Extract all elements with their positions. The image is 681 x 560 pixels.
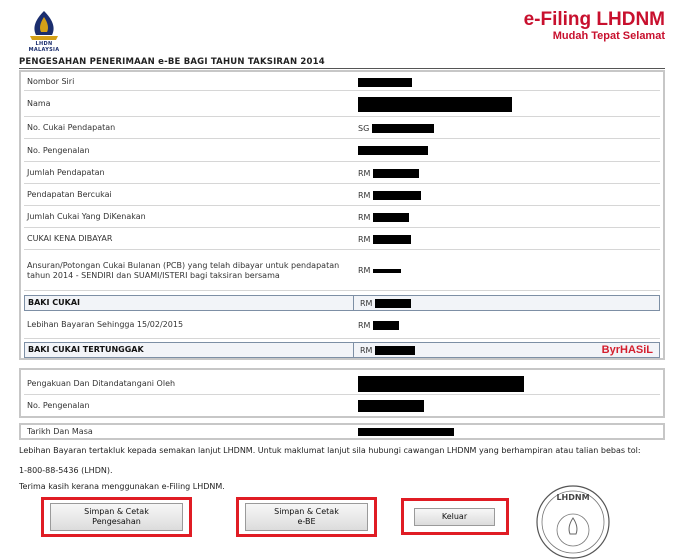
row-id-number: [24, 140, 660, 162]
redaction: [358, 376, 524, 392]
row-tax-payable: [24, 229, 660, 250]
logo-text: LHDN MALAYSIA: [28, 41, 60, 53]
currency-prefix: RM: [360, 298, 373, 308]
signed-by-label: Pengakuan Dan Ditandatangani Oleh: [27, 378, 176, 388]
row-signed-by: [24, 373, 660, 395]
redaction: [373, 321, 399, 330]
currency-prefix: RM: [360, 345, 373, 355]
brand-subtitle: Mudah Tepat Selamat: [552, 30, 665, 42]
signature-panel: [19, 368, 665, 418]
currency-prefix: RM: [358, 234, 371, 244]
signed-by-value: [352, 373, 660, 394]
tax-charged-value: [352, 207, 660, 227]
currency-prefix: RM: [358, 168, 371, 178]
id-number-value: [352, 140, 660, 161]
outstanding-balance-value: [353, 343, 659, 357]
redaction: [358, 428, 454, 436]
datetime-panel: [19, 423, 665, 440]
header: [0, 0, 681, 56]
total-income-value: [352, 163, 660, 183]
row-datetime: [24, 425, 660, 438]
exit-button[interactable]: [414, 508, 495, 526]
serial-number-value: [352, 74, 660, 90]
row-chargeable-income: [24, 185, 660, 206]
print-ebe-label-2: e-BE: [297, 517, 316, 526]
row-name: [24, 92, 660, 117]
signer-id-value: [352, 396, 660, 415]
print-confirmation-label-2: Pengesahan: [92, 517, 141, 526]
datetime-value: [352, 425, 660, 438]
chargeable-income-value: [352, 185, 660, 205]
overpayment-note: Lebihan Bayaran tertakluk kepada semakan lanjut LHDNM. Untuk maklumat lanjut sila hubungi cawangan LHDNM yang berhampiran atau talian bebas tol:: [19, 446, 641, 455]
row-tax-number: [24, 118, 660, 139]
byrhasil-link[interactable]: ByrHASiL: [601, 344, 653, 356]
redaction: [358, 78, 412, 87]
print-ebe-label-1: Simpan & Cetak: [274, 507, 339, 516]
name-label: Nama: [27, 99, 51, 108]
signer-id-label: No. Pengenalan: [27, 400, 90, 410]
row-pcb: [24, 251, 660, 291]
row-total-income: [24, 163, 660, 184]
pcb-label: Ansuran/Potongan Cukai Bulanan (PCB) yang telah dibayar untuk pendapatan tahun 2014 - SENDIRI dan SUAMI/ISTERI bagi taksiran bersama: [27, 260, 340, 280]
print-ebe-button[interactable]: [245, 503, 368, 531]
tax-number-prefix: SG: [358, 123, 370, 133]
currency-prefix: RM: [358, 320, 371, 330]
print-confirmation-label-1: Simpan & Cetak: [84, 507, 149, 516]
currency-prefix: RM: [358, 190, 371, 200]
brand-title: e-Filing LHDNM: [523, 9, 665, 30]
serial-number-label: Nombor Siri: [27, 77, 75, 86]
tax-charged-label: Jumlah Cukai Yang DiKenakan: [27, 212, 146, 221]
currency-prefix: RM: [358, 266, 371, 275]
toll-free-number: 1-800-88-5436 (LHDN).: [19, 466, 113, 475]
id-number-label: No. Pengenalan: [27, 145, 90, 155]
overpayment-label: Lebihan Bayaran Sehingga 15/02/2015: [27, 320, 184, 329]
row-serial-number: [24, 74, 660, 91]
tax-payable-value: [352, 229, 660, 249]
redaction: [373, 169, 419, 178]
redaction: [375, 346, 415, 355]
redaction: [372, 124, 434, 133]
row-tax-charged: [24, 207, 660, 228]
row-overpayment: [24, 312, 660, 339]
row-outstanding-balance: [24, 342, 660, 358]
page-title: PENGESAHAN PENERIMAAN e-BE BAGI TAHUN TAKSIRAN 2014: [19, 57, 665, 69]
redaction: [373, 191, 421, 200]
tax-balance-label: BAKI CUKAI: [28, 298, 80, 307]
redaction: [358, 400, 424, 412]
exit-label: Keluar: [441, 512, 468, 521]
pcb-value: [352, 251, 660, 290]
seal-text: LHDNM: [556, 493, 590, 502]
redaction: [373, 235, 411, 244]
redaction: [358, 146, 428, 155]
overpayment-value: [352, 312, 660, 338]
redaction: [373, 269, 401, 273]
thank-you-note: Terima kasih kerana menggunakan e-Filing LHDNM.: [19, 482, 225, 491]
row-signer-id: [24, 396, 660, 415]
redaction: [373, 213, 409, 222]
name-value: [352, 92, 660, 116]
datetime-label: Tarikh Dan Masa: [27, 426, 93, 436]
brand: [524, 10, 665, 42]
row-tax-balance: [24, 295, 660, 311]
total-income-label: Jumlah Pendapatan: [27, 168, 105, 177]
tax-details-panel: [19, 70, 665, 360]
lhdnm-seal-icon: [534, 478, 612, 560]
tax-balance-value: [353, 296, 659, 310]
currency-prefix: RM: [358, 212, 371, 222]
tax-number-value: [352, 118, 660, 138]
redaction: [375, 299, 411, 308]
print-confirmation-button[interactable]: [50, 503, 183, 531]
outstanding-balance-label: BAKI CUKAI TERTUNGGAK: [28, 345, 144, 354]
tax-payable-label: CUKAI KENA DIBAYAR: [27, 234, 113, 243]
redaction: [358, 97, 512, 112]
tax-number-label: No. Cukai Pendapatan: [27, 123, 116, 132]
chargeable-income-label: Pendapatan Bercukai: [27, 190, 112, 199]
